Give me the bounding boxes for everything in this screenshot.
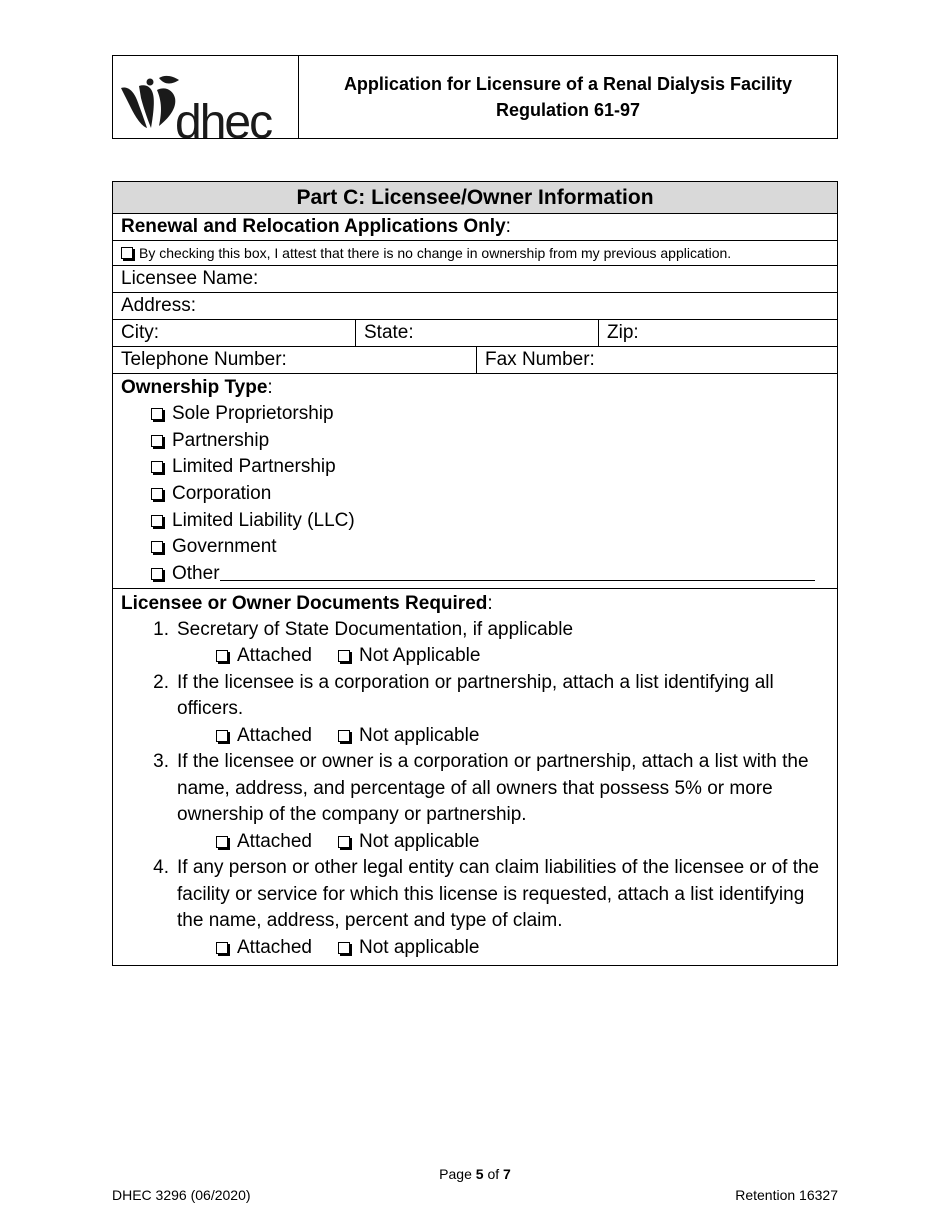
checkbox-icon[interactable] [151, 408, 163, 420]
option-label: Limited Partnership [172, 456, 336, 478]
item-number: 3. [153, 751, 169, 773]
checkbox-icon[interactable] [151, 461, 163, 473]
option-label: Sole Proprietorship [172, 403, 334, 424]
ownership-option[interactable] [121, 534, 829, 561]
not-applicable-option[interactable]: Not Applicable [338, 645, 480, 666]
renewal-heading: Renewal and Relocation Applications Only [121, 216, 506, 237]
option-label: Limited Liability (LLC) [172, 509, 355, 531]
ownership-option[interactable] [121, 508, 829, 535]
form-title: Application for Licensure of a Renal Dialysis Facility [343, 74, 793, 94]
attest-checkbox[interactable] [121, 247, 133, 259]
document-choices [121, 723, 829, 750]
checkbox-icon[interactable] [216, 650, 228, 662]
other-input-line[interactable] [220, 562, 815, 581]
document-item [121, 749, 829, 829]
checkbox-icon[interactable] [338, 730, 350, 742]
document-choices [121, 935, 829, 962]
option-label: Other [172, 563, 220, 585]
item-text: If the licensee or owner is a corporation or partnership, attach a list with the name, address, and percentage of all owners that possess 5% or more ownership of the company or partnership. [177, 751, 809, 826]
form-header [112, 55, 838, 139]
svg-text:dhec: dhec [175, 96, 272, 140]
checkbox-icon[interactable] [151, 488, 163, 500]
checkbox-icon[interactable] [151, 435, 163, 447]
not-applicable-option[interactable]: Not applicable [338, 725, 479, 746]
fax-label: Fax Number: [485, 349, 595, 370]
address-label: Address: [121, 295, 196, 316]
retention-number: Retention 16327 [735, 1187, 838, 1203]
address-field[interactable] [113, 293, 837, 320]
checkbox-icon[interactable] [151, 568, 163, 580]
item-number: 1. [153, 618, 169, 640]
document-choices [121, 643, 829, 670]
ownership-option-other[interactable] [121, 561, 829, 588]
telephone-label: Telephone Number: [121, 349, 287, 370]
item-text: Secretary of State Documentation, if applicable [177, 618, 574, 640]
city-state-zip-row [113, 320, 837, 347]
zip-field[interactable] [598, 320, 837, 346]
documents-section: Licensee or Owner Documents Required: 1. Secretary of State Documentation, if applicable Attached Not Applicable 2. If the licensee is a corporation or partnership, attach a list identifying all officers. Attached Not applicable 3. If the licensee or owner is a corporation or partnership, attach a list with the name, address, and percentage of all owners that possess 5% or more ownership of the company or partnership. Attached Not applicable 4. If any person or other legal entity can claim liabilities of the licensee or of the facility or service for which this license is requested, attach a list identifying the name, address, percent and type of claim. Attached Not applicable [113, 589, 837, 966]
document-item [121, 855, 829, 935]
state-field[interactable] [355, 320, 598, 346]
ownership-option[interactable] [121, 428, 829, 455]
checkbox-icon[interactable] [338, 836, 350, 848]
renewal-heading-row: Renewal and Relocation Applications Only: [113, 214, 837, 241]
attached-option[interactable]: Attached [216, 831, 312, 852]
section-title: Part C: Licensee/Owner Information [113, 182, 837, 214]
attached-option[interactable]: Attached [216, 937, 312, 958]
state-label: State: [364, 322, 414, 343]
licensee-owner-form [112, 181, 838, 966]
city-field[interactable] [113, 320, 355, 346]
ownership-option[interactable] [121, 481, 829, 508]
checkbox-icon[interactable] [216, 836, 228, 848]
checkbox-icon[interactable] [151, 541, 163, 553]
licensee-name-label: Licensee Name: [121, 268, 259, 289]
not-applicable-option[interactable]: Not applicable [338, 831, 479, 852]
item-text: If any person or other legal entity can claim liabilities of the licensee or of the facility or service for which this license is requested, attach a list identifying the name, address, percent and type of claim. [177, 857, 820, 932]
dhec-logo [113, 56, 299, 138]
ownership-heading: Ownership Type [121, 377, 268, 398]
option-label: Partnership [172, 429, 270, 451]
phone-fax-row [113, 347, 837, 374]
document-choices [121, 829, 829, 856]
checkbox-icon[interactable] [338, 650, 350, 662]
checkbox-icon[interactable] [151, 515, 163, 527]
item-text: If the licensee is a corporation or partnership, attach a list identifying all officers. [177, 671, 774, 720]
document-item [121, 617, 829, 644]
document-item [121, 670, 829, 723]
option-label: Corporation [172, 483, 272, 505]
city-label: City: [121, 322, 159, 343]
item-number: 4. [153, 857, 169, 879]
ownership-option[interactable] [121, 454, 829, 481]
checkbox-icon[interactable] [216, 730, 228, 742]
attest-label: By checking this box, I attest that there is no change in ownership from my previous application. [139, 245, 732, 261]
checkbox-icon[interactable] [216, 942, 228, 954]
renewal-attest-row [113, 241, 837, 266]
page-number: Page 5 of 7 [439, 1166, 511, 1182]
licensee-name-field[interactable] [113, 266, 837, 293]
zip-label: Zip: [607, 322, 639, 343]
item-number: 2. [153, 671, 169, 693]
documents-heading: Licensee or Owner Documents Required [121, 592, 488, 614]
attached-option[interactable]: Attached [216, 645, 312, 666]
ownership-type-section: Ownership Type: Sole Proprietorship Partnership Limited Partnership Corporation Limited Liability (LLC) Government Other [113, 374, 837, 589]
not-applicable-option[interactable]: Not applicable [338, 937, 479, 958]
telephone-field[interactable] [113, 347, 476, 373]
regulation-label: Regulation 61-97 [495, 100, 641, 120]
attached-option[interactable]: Attached [216, 725, 312, 746]
fax-field[interactable] [476, 347, 837, 373]
ownership-option[interactable] [121, 401, 829, 428]
checkbox-icon[interactable] [338, 942, 350, 954]
form-id: DHEC 3296 (06/2020) [112, 1187, 251, 1203]
option-label: Government [172, 536, 277, 558]
